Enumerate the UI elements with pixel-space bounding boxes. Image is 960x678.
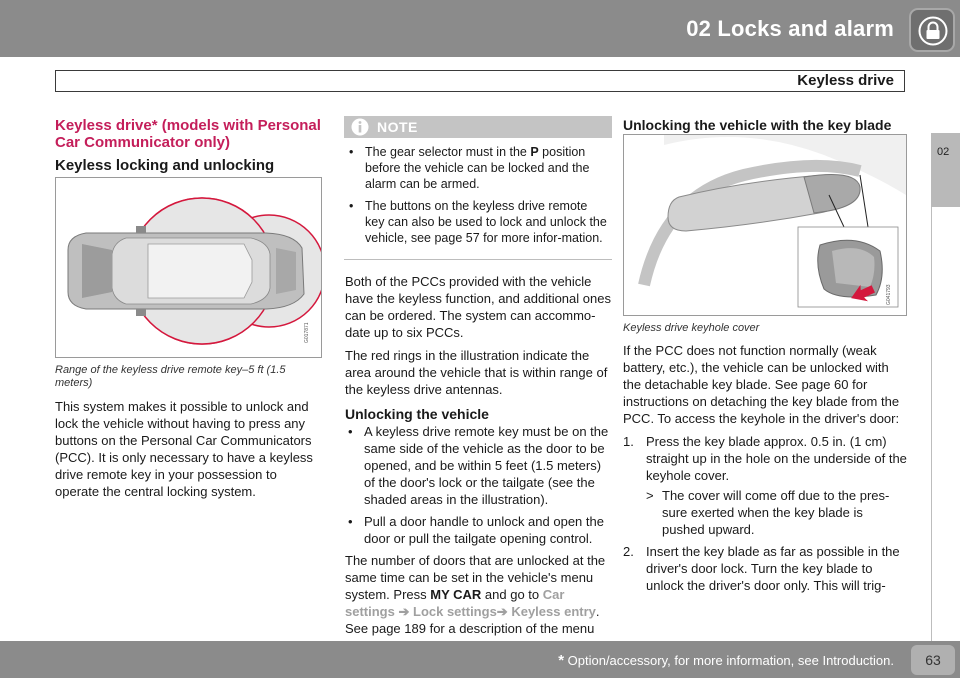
section-heading: Keyless drive* (models with Personal Car Communicator only) (55, 117, 321, 151)
page-number: 63 (911, 645, 955, 675)
keyhole-cover-illustration (623, 134, 907, 316)
note-label: NOTE (377, 119, 418, 135)
arrow-icon: ➔ (398, 604, 410, 619)
side-divider (931, 207, 932, 641)
figure-code: G041793 (886, 284, 892, 305)
menu-path-lock-settings: Lock settings (413, 604, 497, 619)
chapter-title: 02 Locks and alarm (686, 16, 894, 41)
steps-list (623, 433, 909, 594)
note-box (344, 116, 612, 260)
figure-code: G017871 (304, 322, 310, 343)
body-paragraph: Both of the PCCs provided with the vehicle have the keyless function, and additional ones can be ordered. The system can accommo-date up to six PCCs. (345, 274, 611, 340)
note-item: • The buttons on the keyless drive remote key can also be used to lock and unlock the vehicle, see page 57 for more infor-mation. (346, 198, 608, 246)
menu-path-keyless-entry: Keyless entry (511, 604, 596, 619)
column-1-headings (55, 117, 322, 174)
subsection-heading: Keyless locking and unlocking (55, 157, 275, 174)
menu-paragraph: The number of doors that are unlocked at the same time can be set in the vehicle's menu system. Press MY CAR and go to Car settings ➔ Lock settings➔ Keyless entry. See page 189 for a description of the menu (345, 553, 606, 636)
column-2-body (345, 273, 613, 660)
note-header (344, 116, 612, 138)
unlocking-heading: Unlocking the vehicle (345, 406, 489, 422)
chapter-tab (931, 133, 960, 207)
section-title: Keyless drive (797, 72, 894, 89)
page-footer (0, 641, 960, 678)
step-item: 2. Insert the key blade as far as possible in the driver's door lock. Turn the key blade to unlock the driver's door only. This will trig- (623, 544, 900, 593)
note-list (346, 144, 608, 252)
body-paragraph: If the PCC does not function normally (weak battery, etc.), the vehicle can be unlocked with the detachable key blade. See page 60 for instructions on detaching the key blade from the PCC. To access the keyhole in the driver's door: (623, 343, 900, 426)
body-paragraph: This system makes it possible to unlock and lock the vehicle without having to press any buttons on the Personal Car Communicators (PCC). It is only necessary to have a keyless drive remote key in your possession to operate the central locking system. (55, 399, 313, 499)
unlocking-list (345, 423, 613, 547)
menu-path-car-settings: Car settings (345, 587, 565, 619)
keyless-range-illustration (55, 177, 322, 358)
step-item: 1. Press the key blade approx. 0.5 in. (1 cm) straight up in the hole on the underside of the keyhole cover. > The cover will come off due to the pres-sure exerted when the key blade is pushed upward. (623, 433, 909, 538)
key-blade-heading: Unlocking the vehicle with the key blade (623, 117, 892, 133)
list-item: • Pull a door handle to unlock and open the door or pull the tailgate opening control. (345, 513, 613, 547)
section-title-bar (55, 70, 905, 92)
footer-note: * Option/accessory, for more information, see Introduction. (558, 652, 894, 669)
step-substep: > The cover will come off due to the pres-sure exerted when the key blade is pushed upward. (646, 488, 890, 537)
body-paragraph: The red rings in the illustration indicate the area around the vehicle that is within range of the keyless drive antennas. (345, 348, 608, 397)
figure-caption: Keyless drive keyhole cover (623, 322, 760, 334)
column-3-body (623, 342, 909, 599)
figure-caption: Range of the keyless drive remote key–5 ft (1.5 meters) (55, 364, 286, 389)
info-icon (350, 117, 370, 137)
arrow-icon: ➔ (496, 604, 508, 619)
chapter-tab-label: 02 (937, 146, 950, 158)
list-item: • A keyless drive remote key must be on the same side of the vehicle as the door to be opened, and be within 5 feet (1.5 meters) of the door's lock or the tailgate (see the shaded areas in the illustration). (345, 423, 613, 508)
page-header (0, 0, 960, 57)
note-item: • The gear selector must in the P position before the vehicle can be locked and the alarm can be armed. (346, 144, 608, 192)
lock-icon (909, 8, 955, 52)
